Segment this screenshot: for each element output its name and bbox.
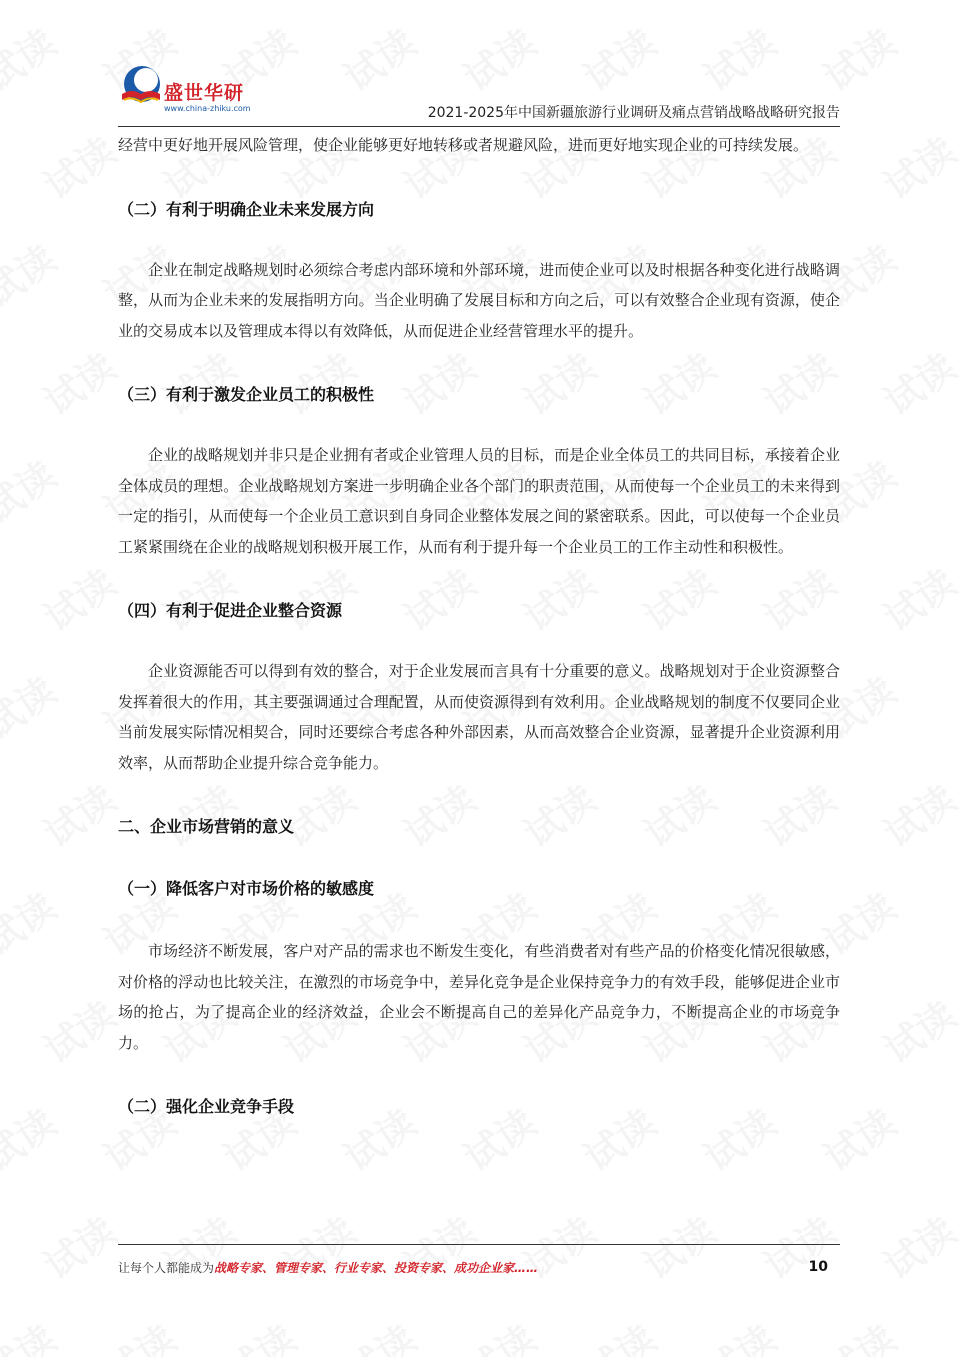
watermark-text [31, 1201, 125, 1290]
paragraph-subsection-3: 企业的战略规划并非只是企业拥有者或企业管理人员的目标，而是企业全体员工的共同目标，承接着企业全体成员的理想。企业战略规划方案进一步明确企业各个部门的职责范围，从而使每一个企业员工的未来得到一定的指引，从而使每一个企业员工意识到自身同企业整体发展之间的紧密联系。因此，可以使每一个企业员工紧紧围绕在企业的战略规划积极开展工作，从而有利于提升每一个企业员工的工作主动性和积极性。 [118, 446, 840, 556]
watermark-text [31, 337, 125, 426]
watermark-text [0, 877, 65, 966]
watermark-text [0, 445, 65, 534]
footer-slogan-roles: 战略专家、管理专家、行业专家、投资专家、成功企业家…… [214, 1261, 539, 1275]
heading-subsection-2: （二）有利于明确企业未来发展方向 [118, 199, 375, 219]
company-logo [118, 60, 258, 120]
watermark-text [0, 1309, 65, 1357]
watermark-text [871, 121, 960, 210]
header-divider [118, 126, 840, 127]
watermark-text [0, 229, 65, 318]
watermark-text [811, 1309, 905, 1357]
paragraph-continued: 经营中更好地开展风险管理，使企业能够更好地转移或者规避风险，进而更好地实现企业的可持续发展。 [118, 136, 809, 154]
watermark-text [871, 985, 960, 1074]
logo-text: 盛世华研 [164, 82, 245, 104]
watermark-text [451, 1309, 545, 1357]
paragraph-subsection-2: 企业在制定战略规划时必须综合考虑内部环境和外部环境，进而使企业可以及时根据各种变化进行战略调整，从而为企业未来的发展指明方向。当企业明确了发展目标和方向之后，可以有效整合企业现有资源，使企业的交易成本以及管理成本得以有效降低，从而促进企业经营管理水平的提升。 [118, 260, 840, 340]
watermark-text [871, 1201, 960, 1290]
heading-section-2-subsection-2: （二）强化企业竞争手段 [118, 1097, 295, 1116]
watermark-text [871, 337, 960, 426]
page-body [118, 128, 840, 1122]
watermark-text [571, 1309, 665, 1357]
page-number: 10 [808, 1259, 828, 1275]
paragraph-section-2-subsection-1: 市场经济不断发展，客户对产品的需求也不断发生变化，有些消费者对有些产品的价格变化情况很敏感，对价格的浮动也比较关注，在激烈的市场竞争中，差异化竞争是企业保持竞争力的有效手段，能够促进企业市场的抢占，为了提高企业的经济效益，企业会不断提高自己的差异化产品竞争力，不断提高企业的市场竞争力。 [118, 942, 840, 1052]
heading-subsection-4: （四）有利于促进企业整合资源 [118, 601, 343, 620]
watermark-text [0, 13, 65, 102]
page-footer [118, 1259, 840, 1281]
logo-book-icon [118, 64, 164, 110]
watermark-text [0, 1093, 65, 1182]
watermark-text [871, 769, 960, 858]
page-header [118, 60, 840, 122]
report-title: 2021-2025年中国新疆旅游行业调研及痛点营销战略战略研究报告 [427, 105, 840, 121]
watermark-text [871, 553, 960, 642]
watermark-text [31, 553, 125, 642]
watermark-text [31, 985, 125, 1074]
watermark-text [91, 1309, 185, 1357]
heading-section-2-subsection-1: （一）降低客户对市场价格的敏感度 [118, 879, 375, 898]
watermark-text [31, 769, 125, 858]
logo-url: www.china-zhiku.com [164, 104, 251, 113]
watermark-text [691, 1309, 785, 1357]
paragraph-subsection-4: 企业资源能否可以得到有效的整合，对于企业发展而言具有十分重要的意义。战略规划对于企业资源整合发挥着很大的作用，其主要强调通过合理配置，从而使资源得到有效利用。企业战略规划的制度不仅要同企业当前发展实际情况相契合，同时还要综合考虑各种外部因素，从而高效整合企业资源，显著提升企业资源利用效率，从而帮助企业提升综合竞争能力。 [118, 662, 840, 772]
watermark-text [0, 661, 65, 750]
watermark-text [331, 1309, 425, 1357]
footer-slogan-prefix: 让每个人都能成为 [118, 1261, 215, 1275]
heading-section-2: 二、企业市场营销的意义 [118, 817, 295, 836]
heading-subsection-3: （三）有利于激发企业员工的积极性 [118, 385, 375, 404]
watermark-text [31, 121, 125, 210]
watermark-text [211, 1309, 305, 1357]
footer-divider [118, 1244, 840, 1245]
